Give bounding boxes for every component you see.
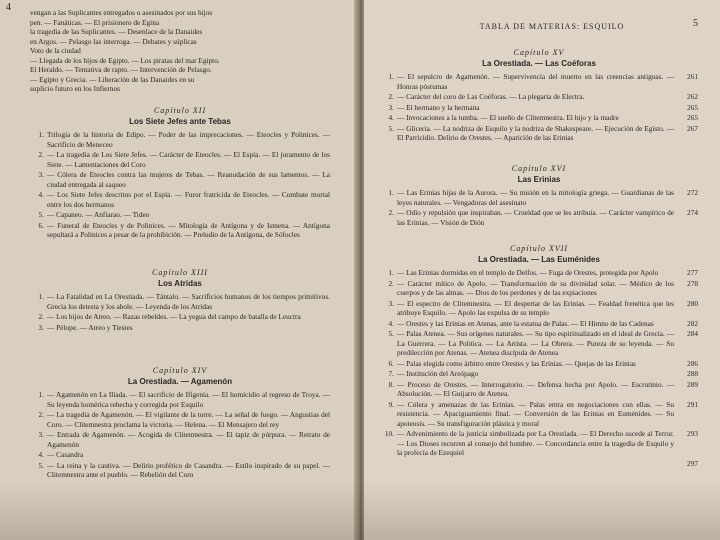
chapter-title: La Orestiada. — Las Euménides — [478, 255, 600, 264]
chapter-xiv — [30, 360, 330, 481]
toc-entry — [30, 323, 330, 333]
entry-text: — Las Erinias hijas de la Aurora. — Su misión en la mitología griega. — Guardianas de las leyes naturales. — Vengadoras del asesinato — [397, 188, 674, 207]
entry-number: 3. — [38, 170, 44, 179]
chapter-heading: Capítulo XVII — [509, 244, 569, 253]
entry-number: 4. — [388, 113, 394, 122]
entry-number: 1. — [38, 130, 44, 139]
toc-entry — [380, 92, 698, 102]
toc-entry — [380, 319, 698, 329]
fragment-line: suplicio futuro en los Infiernos — [30, 84, 120, 93]
entry-number: 10. — [384, 429, 394, 438]
toc-entry — [380, 369, 698, 379]
entry-text: — Institución del Areópago — [397, 369, 479, 378]
entry-text: — Invocaciones a la tumba. — El sueño de Clitemnestra. El hijo y la madre — [397, 113, 619, 122]
entry-number: 4. — [38, 450, 44, 459]
entry-text: — Las Erinias dormidas en el templo de Delfos. — Fuga de Orestes, protegida por Apolo — [397, 268, 659, 277]
toc-entry — [30, 210, 330, 220]
toc-entry — [30, 390, 330, 409]
entry-page: 280 — [687, 298, 698, 308]
toc-entry — [30, 170, 330, 189]
entry-number: 2. — [388, 92, 394, 101]
entry-page: 265 — [687, 102, 698, 112]
toc-entry — [380, 400, 698, 429]
toc-entry — [30, 221, 330, 240]
toc-entry — [380, 359, 698, 369]
entry-text: — Proceso de Orestes. — Interrogatorio. — Defensa hecha por Apolo. — Escrutinio. — Absolución. — El Guijarro de Atenea. — [397, 379, 674, 398]
toc-entry — [30, 190, 330, 209]
toc-entry — [380, 329, 698, 358]
chapter-title: Los Atridas — [158, 279, 202, 288]
fragment-line: pen. — Fanáticas. — El prisionero de Egina — [30, 17, 160, 27]
fragment-line: — Llegada de los hijos de Egipto. — Los piratas del mar Egipto. — [30, 55, 220, 65]
entry-number: 2. — [38, 150, 44, 159]
toc-entry — [380, 188, 698, 207]
entry-text: — Entrada de Agamenón. — Acogida de Clitemnestra. — El tapiz de púrpura. — Retrato de Agamenón — [47, 430, 330, 449]
entry-text: — Cólera de Eteocles contra las mujeres de Tebas. — Reanudación de sus lamentos. — La ciudad entregada al saqueo — [47, 170, 330, 189]
entry-text: — La reina y la cautiva. — Delirio profético de Casandra. — Estilo inspirado de su papel. — Clitemnestra ante el pueblo. — Rebelión del Coro — [47, 460, 330, 479]
entry-number: 6. — [388, 358, 394, 368]
entry-number: 2. — [38, 312, 44, 321]
chapter-xvii — [380, 238, 698, 469]
entry-page: 289 — [687, 379, 698, 389]
chapter-heading: Capítulo XIII — [152, 268, 208, 277]
fragment-line: — Egipto y Grecia. — Liberación de las Danaides en su — [30, 74, 195, 84]
right-page-number: 5 — [693, 18, 698, 29]
entry-text: — Funeral de Eteocles y de Polinices. — Mitología de Antígona y de Ismena. — Antígona sepultará a Polinices a pesar de la prohibición. — Preludio de la Antígona, de Sófocles — [47, 220, 330, 239]
fragment-line: El Heraldo. — Tentativa de rapto. — Intervención de Pelasgo. — [30, 65, 212, 74]
entry-number: 3. — [388, 102, 394, 112]
toc-entry — [380, 72, 698, 91]
toc-entry — [380, 429, 698, 458]
entry-number: 9. — [388, 399, 394, 409]
entry-number: 2. — [38, 410, 44, 419]
entry-page: 272 — [687, 188, 698, 197]
entry-text: — Palas elegida como árbitro entre Orestes y las Erinias. — Quejas de las Erinias — [397, 358, 636, 368]
entry-number: 2. — [388, 278, 394, 288]
entry-number: 7. — [388, 369, 394, 378]
chapter-heading: Capítulo XIV — [152, 366, 208, 375]
entry-text: — Advenimiento de la justicia simbolizada por La Orestiada. — El Derecho sucede al Terror. — Los Dioses recurren al consejo del hombre. — Concordancia entre la tragedia de Esquilo y la profecía de Ezequiel — [397, 429, 674, 457]
chapter-heading: Capítulo XII — [153, 106, 207, 115]
running-head: TABLA DE MATERIAS: ESQUILO — [479, 22, 625, 31]
entry-page: 267 — [687, 123, 698, 133]
entry-text: — La tragedia de Los Siete Jefes. — Carácter de Eteocles. — El Espía. — El juramento de los Siete. — Lamentaciones del Coro — [47, 150, 330, 169]
entry-text: — Carácter del coro de Las Coéforas. — La plegaria de Electra. — [397, 92, 585, 101]
entry-number: 5. — [38, 210, 44, 219]
entry-text: — La Fatalidad en La Orestiada. — Tántalo. — Sacrificios humanos de los tiempos primitivos. Grecia los detesta y los abole. — Leyenda de los Atridas — [47, 292, 330, 311]
top-fragment — [30, 8, 330, 94]
chapter-title: Los Siete Jefes ante Tebas — [129, 117, 231, 126]
entry-number: 3. — [388, 298, 394, 308]
toc-entry — [30, 410, 330, 429]
entry-text: — El espectro de Clitemnestra. — El despertar de las Erinias. — Fealdad frenética que les atribuye Esquilo. — Apolo las expulsa de su templo — [397, 298, 674, 317]
entry-page: 297 — [687, 458, 698, 468]
toc-entry — [30, 450, 330, 460]
entry-page: 284 — [687, 329, 698, 338]
left-page — [0, 0, 356, 540]
toc-entry — [30, 312, 330, 322]
toc-entry — [30, 430, 330, 449]
chapter-xiii — [30, 262, 330, 333]
entry-page: 288 — [687, 369, 698, 378]
toc-entry — [30, 150, 330, 169]
entry-page: 265 — [687, 113, 698, 122]
fragment-line: en Argos. — Pelasgo las interroga. — Debates y súplicas — [30, 36, 197, 46]
right-page — [364, 0, 720, 540]
entry-number: 5. — [388, 329, 394, 338]
entry-number: 1. — [388, 72, 394, 81]
entry-text: — El hermano y la hermana — [397, 102, 480, 112]
toc-entry — [380, 380, 698, 399]
toc-entry — [380, 208, 698, 227]
entry-number: 4. — [388, 318, 394, 328]
entry-text: — Capaneo. — Anfiarao. — Tideo — [47, 210, 150, 219]
toc-entry-trailing — [380, 459, 698, 469]
entry-text: — Carácter mítico de Apolo. — Transformación de su divinidad solar. — Médico de los cuerpos y de las almas. — Dios de los perdones y de las expiaciones — [397, 278, 674, 297]
chapter-heading: Capítulo XV — [513, 48, 565, 57]
entry-number: 4. — [38, 190, 44, 199]
entry-text: — El sepulcro de Agamenón. — Supervivencia del muerto en las creencias antiguas. — Honras póstumas — [397, 72, 674, 91]
entry-text: — Agamenón en La Ilíada. — El sacrificio de Ifigenia. — El homicidio al regreso de Troya. — Su leyenda homérica rehecha y corregida por Esquilo — [47, 390, 330, 409]
chapter-title: Las Erinias — [517, 175, 561, 184]
fragment-line: vengan a las Suplicantes entregados o asesinados por sus hijos — [30, 8, 213, 17]
entry-page: 278 — [687, 278, 698, 288]
toc-entry — [380, 113, 698, 123]
entry-page: 262 — [687, 92, 698, 101]
fragment-line: Voto de la ciudad — [30, 46, 81, 55]
entry-page: 291 — [687, 399, 698, 409]
entry-page: 293 — [687, 429, 698, 438]
toc-entry — [380, 124, 698, 143]
toc-entry — [380, 279, 698, 298]
entry-number: 2. — [388, 208, 394, 217]
entry-text: — Gliceria. — La nodriza de Esquilo y la nodriza de Shakespeare. — Ejecución de Egisto. — El Parricidio. Delirio de Orestes. — Aparición de las Erinias — [397, 123, 674, 142]
entry-text: — Cólera y amenazas de las Erinias. — Palas entra en negociaciones con ellas. — Su resistencia. — Apaciguamiento final. — Conversión de las Erinias en Euménides. — Su apoteosis. — Su transfiguración plástica y moral — [397, 399, 674, 428]
toc-entry — [30, 461, 330, 480]
entry-text: — Palas Atenea. — Sus orígenes naturales. — Su tipo espiritualizado en el ideal de Grecia. — La Guerrera. — La Política. — La Artista. — La Obrera. — Pureza de su leyenda. — Su predilección por Atenas. — Atenea discípula de Atenea — [397, 329, 674, 357]
entry-number: 3. — [38, 430, 44, 439]
entry-page: 277 — [687, 268, 698, 277]
left-page-number: 4 — [6, 2, 11, 13]
entry-number: 6. — [38, 220, 44, 230]
chapter-title: La Orestiada. — Agamenón — [127, 377, 233, 386]
entry-text: — Los Siete Jefes descritos por el Espía. — Furor fratricida de Eteocles. — Combate mortal entre los dos hermanos — [47, 190, 330, 209]
entry-text: — La tragedia de Agamenón. — El vigilante de la torre. — La señal de fuego. — Angustias del Coro. — Clitemnestra proclama la victoria. — Helena. — El Mensajero del rey — [47, 410, 330, 429]
entry-number: 1. — [38, 292, 44, 301]
entry-page: 286 — [687, 358, 698, 368]
entry-text — [397, 459, 674, 469]
chapter-title: La Orestiada. — Las Coéforas — [482, 59, 596, 68]
toc-entry — [30, 130, 330, 149]
entry-number: 5. — [388, 123, 394, 133]
chapter-xii — [30, 100, 330, 241]
entry-number: 3. — [38, 322, 44, 332]
toc-entry — [380, 103, 698, 113]
entry-text: — Casandra — [47, 450, 84, 459]
entry-number: 1. — [388, 268, 394, 277]
entry-text: Trilogía de la historia de Edipo. — Poder de las imprecaciones. — Eteocles y Polinices. — Sacrificio de Meneceo — [47, 130, 330, 149]
entry-number: 8. — [388, 379, 394, 389]
toc-entry — [30, 292, 330, 311]
chapter-heading: Capítulo XVI — [511, 164, 567, 173]
entry-text: — Los hijos de Atreo. — Razas rebeldes. — La yegua del campo de batalla de Leuctra — [47, 312, 301, 321]
entry-number: 1. — [38, 390, 44, 399]
entry-text: — Orestes y las Erinias en Atenas, ante la estatua de Palas. — El Himno de las Cadenas — [397, 318, 654, 328]
chapter-xvi — [380, 158, 698, 228]
fragment-line: la tragedia de las Suplicantes. — Desenlace de la Danaides — [30, 27, 203, 36]
toc-entry — [380, 268, 698, 278]
chapter-xv — [380, 42, 698, 144]
entry-page: 274 — [687, 208, 698, 217]
entry-number — [380, 459, 397, 469]
entry-text: — Odio y repulsión que inspiraban. — Crueldad que se les atribuía. — Carácter vampírico de las Erinias. — Visión de Dión — [397, 208, 674, 227]
entry-number: 5. — [38, 460, 44, 470]
entry-text: — Pélope. — Atreo y Tiestes — [47, 322, 133, 332]
entry-page: 261 — [687, 72, 698, 81]
toc-entry — [380, 299, 698, 318]
entry-number: 1. — [388, 188, 394, 197]
entry-page: 282 — [687, 318, 698, 328]
